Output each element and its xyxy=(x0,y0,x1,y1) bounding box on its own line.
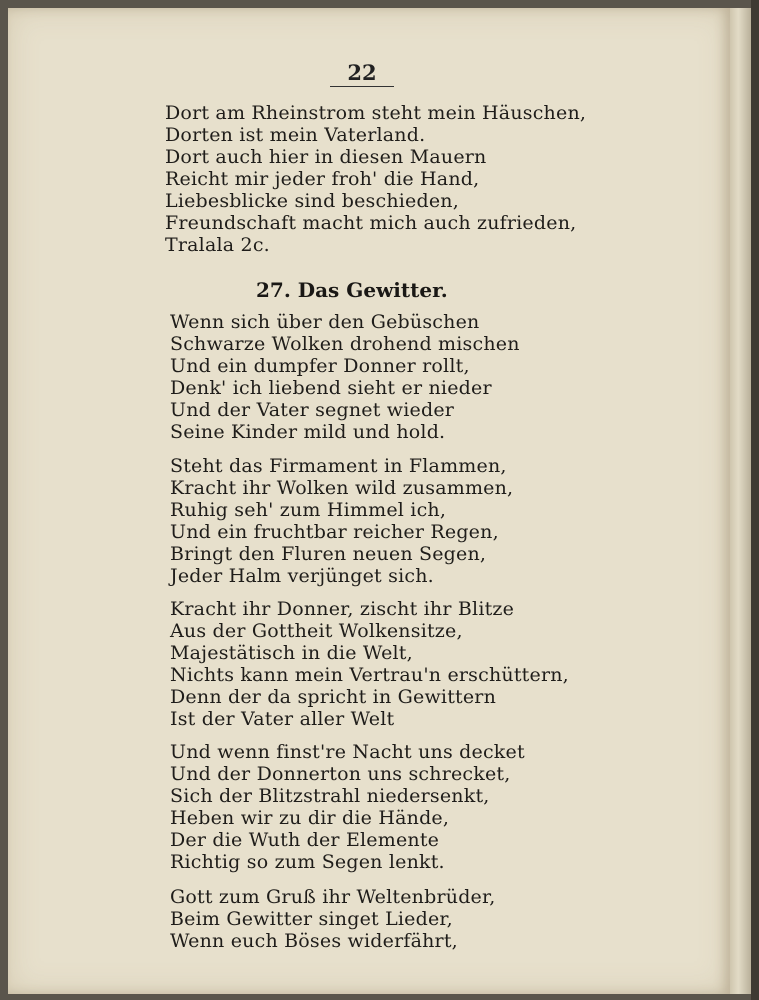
poem-title: 27. Das Gewitter. xyxy=(256,278,448,302)
poem-line: Und ein dumpfer Donner rollt, xyxy=(170,355,470,377)
poem-line: Aus der Gottheit Wolkensitze, xyxy=(170,620,463,642)
poem-stanzas xyxy=(8,8,730,994)
poem-line: Schwarze Wolken drohend mischen xyxy=(170,333,520,355)
book-spine xyxy=(730,8,751,994)
poem-line: Reicht mir jeder froh' die Hand, xyxy=(165,168,480,190)
book-page xyxy=(8,8,730,994)
poem-line: Majestätisch in die Welt, xyxy=(170,642,413,664)
poem-line: Liebesblicke sind beschieden, xyxy=(165,190,459,212)
poem-line: Sich der Blitzstrahl niedersenkt, xyxy=(170,785,490,807)
poem-line: Richtig so zum Segen lenkt. xyxy=(170,851,445,873)
poem-line: Nichts kann mein Vertrau'n erschüttern, xyxy=(170,664,569,686)
poem-line: Beim Gewitter singet Lieder, xyxy=(170,908,453,930)
page-number: 22 xyxy=(347,60,377,85)
poem-line: Und der Donnerton uns schrecket, xyxy=(170,763,511,785)
poem-line: Denk' ich liebend sieht er nieder xyxy=(170,377,492,399)
poem-line: Und ein fruchtbar reicher Regen, xyxy=(170,521,499,543)
poem-line: Wenn euch Böses widerfährt, xyxy=(170,930,458,952)
poem-line: Dort am Rheinstrom steht mein Häuschen, xyxy=(165,102,587,124)
poem-line: Denn der da spricht in Gewittern xyxy=(170,686,497,708)
book-edge xyxy=(751,0,759,1000)
poem-line: Und wenn finst're Nacht uns decket xyxy=(170,741,525,763)
poem-line: Wenn sich über den Gebüschen xyxy=(170,311,480,333)
poem-line: Dort auch hier in diesen Mauern xyxy=(165,146,487,168)
poem-line: Steht das Firmament in Flammen, xyxy=(170,455,507,477)
poem-line: Kracht ihr Donner, zischt ihr Blitze xyxy=(170,598,515,620)
poem-line: Bringt den Fluren neuen Segen, xyxy=(170,543,487,565)
poem-line: Seine Kinder mild und hold. xyxy=(170,421,446,443)
poem-line: Kracht ihr Wolken wild zusammen, xyxy=(170,477,514,499)
poem-line: Und der Vater segnet wieder xyxy=(170,399,455,421)
poem-line: Der die Wuth der Elemente xyxy=(170,829,440,851)
poem-line: Jeder Halm verjünget sich. xyxy=(170,565,434,587)
poem-line: Gott zum Gruß ihr Weltenbrüder, xyxy=(170,886,496,908)
poem-line: Heben wir zu dir die Hände, xyxy=(170,807,450,829)
poem-line: Freundschaft macht mich auch zufrieden, xyxy=(165,212,577,234)
poem-line: Dorten ist mein Vaterland. xyxy=(165,124,426,146)
poem-line: Ist der Vater aller Welt xyxy=(170,708,395,730)
poem-line: Tralala 2c. xyxy=(165,234,270,256)
poem-line: Ruhig seh' zum Himmel ich, xyxy=(170,499,447,521)
